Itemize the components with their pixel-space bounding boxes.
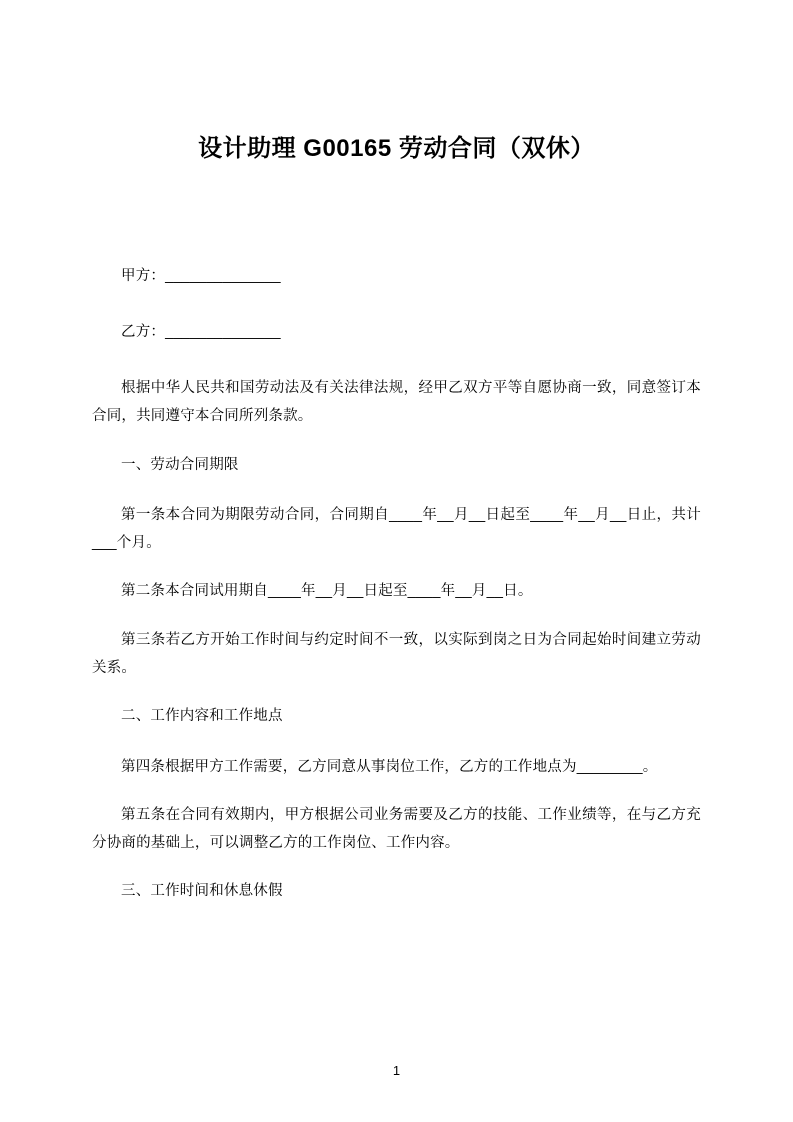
- paragraph-party-a: 甲方：______________: [121, 267, 281, 284]
- page-title: 设计助理 G00165 劳动合同（双休）: [198, 135, 595, 162]
- page-number: 1: [392, 1063, 401, 1078]
- paragraph-preamble: 根据中华人民共和国劳动法及有关法律法规，经甲乙双方平等自愿协商一致，同意签订本合同，共同遵守本合同所列条款。: [92, 380, 701, 425]
- paragraph-article-2: 第二条本合同试用期自____年__月__日起至____年__月__日。: [121, 583, 533, 600]
- paragraph-party-b: 乙方：______________: [121, 323, 281, 340]
- section-heading-3: 三、工作时间和休息休假: [121, 883, 283, 900]
- paragraph-article-5: 第五条在合同有效期内，甲方根据公司业务需要及乙方的技能、工作业绩等，在与乙方充分协商的基础上，可以调整乙方的工作岗位、工作内容。: [92, 806, 701, 852]
- document-body: [0, 262, 793, 906]
- paragraph-article-4: 第四条根据甲方工作需要，乙方同意从事岗位工作，乙方的工作地点为________。: [121, 758, 658, 775]
- paragraph-article-1: 第一条本合同为期限劳动合同，合同期自____年__月__日起至____年__月__日止，共计___个月。: [92, 506, 701, 552]
- section-heading-1: 一、劳动合同期限: [121, 456, 239, 473]
- paragraph-article-3: 第三条若乙方开始工作时间与约定时间不一致，以实际到岗之日为合同起始时间建立劳动关系。: [92, 631, 701, 676]
- section-heading-2: 二、工作内容和工作地点: [121, 708, 283, 725]
